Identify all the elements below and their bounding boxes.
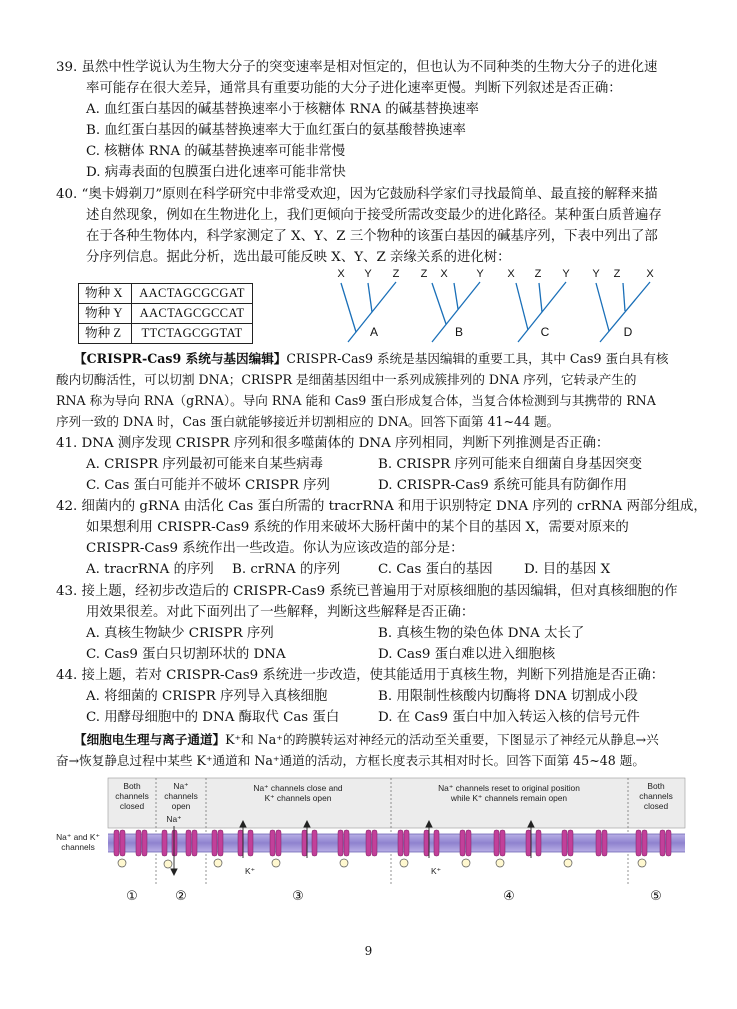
tree-d-tip-3: X [646, 268, 654, 280]
q42-option-b: B. crRNA 的序列 [232, 562, 341, 577]
crispr-intro-line4: 序列一致的 DNA 时，Cas 蛋白就能够接近并切割相应的 DNA。回答下面第 41~44 题。 [56, 414, 560, 429]
species-name: 物种 Y [79, 304, 132, 324]
species-sequence: AACTAGCGCCAT [132, 304, 253, 324]
species-sequence: AACTAGCGCGAT [132, 284, 253, 304]
panel4-line1: Na⁺ channels reset to original position [438, 783, 580, 793]
tree-c-tip-1: X [507, 268, 515, 280]
tree-b-tip-3: Y [476, 268, 484, 280]
species-sequence-table [78, 283, 253, 344]
panel2-line1: Na⁺ [173, 781, 189, 791]
q42-stem-line1: 42. 细菌内的 gRNA 由活化 Cas 蛋白所需的 tracrRNA 和用于识别特定 DNA 序列的 crRNA 两部分组成， [56, 499, 707, 514]
tree-d-tip-1: Y [592, 268, 600, 280]
neuro-intro-text: K⁺和 Na⁺的跨膜转运对神经元的活动至关重要，下图显示了神经元从静息→兴 [225, 732, 659, 747]
q39-stem-line1: 39. 虽然中性学说认为生物大分子的突变速率是相对恒定的，但也认为不同种类的生物大分子的进化速 [56, 60, 658, 75]
stage-number-1: ① [126, 888, 138, 903]
q44-option-d: D. 在 Cas9 蛋白中加入转运入核的信号元件 [378, 710, 640, 725]
panel3-line1: Na⁺ channels close and [253, 783, 343, 793]
crispr-intro-text: CRISPR-Cas9 系统是基因编辑的重要工具，其中 Cas9 蛋白具有核 [286, 351, 669, 366]
panel1-line1: Both [123, 781, 141, 791]
table-row [79, 284, 253, 304]
q39-stem-line2: 率可能存在很大差异，通常具有重要功能的大分子进化速率更慢。判断下列叙述是否正确： [86, 81, 622, 96]
q43-option-b: B. 真核生物的染色体 DNA 太长了 [378, 626, 585, 641]
q43-stem-line2: 用效果很差。对此下面列出了一些解释，判断这些解释是否正确： [86, 605, 475, 620]
neuro-section-heading: 【细胞电生理与离子通道】 [74, 732, 226, 747]
panel5-line1: Both [647, 781, 665, 791]
stage-number-4: ④ [503, 888, 515, 903]
q41-option-a: A. CRISPR 序列最初可能来自某些病毒 [86, 457, 324, 472]
stage-number-5: ⑤ [650, 888, 662, 903]
species-name: 物种 X [79, 284, 132, 304]
q41-option-d: D. CRISPR-Cas9 系统可能具有防御作用 [378, 478, 627, 493]
q42-option-a: A. tracrRNA 的序列 [86, 562, 214, 577]
q40-stem-line4: 分序列信息。据此分析，选出最可能反映 X、Y、Z 亲缘关系的进化树： [86, 250, 511, 265]
q41-stem: 41. DNA 测序发现 CRISPR 序列和很多噬菌体的 DNA 序列相同，判断下列推测是否正确： [56, 436, 610, 451]
q39-option-d: D. 病毒表面的包膜蛋白进化速率可能非常快 [86, 165, 346, 180]
neuro-intro-line2: 奋→恢复静息过程中某些 K⁺通道和 Na⁺通道的活动，方框长度表示其相对时长。回答下面第 45~48 题。 [56, 753, 645, 768]
table-row [79, 324, 253, 344]
q43-option-a: A. 真核生物缺少 CRISPR 序列 [86, 626, 274, 641]
panel2-line3: open [171, 801, 191, 811]
page-number: 9 [364, 944, 373, 958]
q43-option-d: D. Cas9 蛋白难以进入细胞核 [378, 647, 556, 662]
crispr-section-heading: 【CRISPR-Cas9 系统与基因编辑】 [74, 351, 287, 366]
q41-option-b: B. CRISPR 序列可能来自细菌自身基因突变 [378, 457, 642, 472]
phylogenetic-trees [328, 266, 668, 346]
crispr-intro-line1 [74, 349, 668, 369]
q40-stem-line2: 述自然现象，例如在生物进化上，我们更倾向于接受所需改变最少的进化路径。某种蛋白质普遍存 [86, 208, 662, 223]
q42-stem-line2: 如果想利用 CRISPR-Cas9 系统的作用来破坏大肠杆菌中的某个目的基因 X，需要对原来的 [86, 520, 629, 535]
panel1-line3: closed [119, 801, 145, 811]
q42-option-c: C. Cas 蛋白的基因 [378, 562, 493, 577]
q42-option-d: D. 目的基因 X [524, 562, 611, 577]
side-label-line2: channels [61, 842, 95, 852]
panel2-line2: channels [164, 791, 198, 801]
stage-number-3: ③ [292, 888, 304, 903]
ion-channel-figure [56, 776, 686, 906]
q44-option-a: A. 将细菌的 CRISPR 序列导入真核细胞 [86, 689, 328, 704]
tree-c-tip-3: Y [562, 268, 570, 280]
panel5-line2: channels [639, 791, 673, 801]
tree-a-tip-1: X [337, 268, 345, 280]
neuro-intro-line1 [74, 730, 659, 750]
crispr-intro-line3: RNA 称为导向 RNA（gRNA）。导向 RNA 能和 Cas9 蛋白形成复合体，当复合体检测到与其携带的 RNA [56, 393, 656, 408]
tree-d-label: D [623, 325, 633, 339]
species-name: 物种 Z [79, 324, 132, 344]
stage-number-2: ② [175, 888, 187, 903]
tree-d-tip-2: Z [613, 268, 621, 280]
panel5-line3: closed [643, 801, 669, 811]
q39-option-b: B. 血红蛋白基因的碱基替换速率大于血红蛋白的氨基酸替换速率 [86, 123, 466, 138]
na-ion-label: Na⁺ [166, 814, 182, 824]
table-row [79, 304, 253, 324]
q40-stem-line1: 40. “奥卡姆剃刀”原则在科学研究中非常受欢迎，因为它鼓励科学家们寻找最简单、最直接的解释来描 [56, 187, 658, 202]
species-sequence: TTCTAGCGGTAT [132, 324, 253, 344]
panel1-line2: channels [115, 791, 149, 801]
q44-option-c: C. 用酵母细胞中的 DNA 酶取代 Cas 蛋白 [86, 710, 340, 725]
q39-option-a: A. 血红蛋白基因的碱基替换速率小于核糖体 RNA 的碱基替换速率 [86, 102, 479, 117]
tree-c-tip-2: Z [534, 268, 542, 280]
tree-b-label: B [454, 325, 464, 339]
tree-a-label: A [369, 325, 379, 339]
q44-option-b: B. 用限制性核酸内切酶将 DNA 切割成小段 [378, 689, 638, 704]
q44-stem: 44. 接上题，若对 CRISPR-Cas9 系统进一步改造，使其能适用于真核生物，判断下列措施是否正确： [56, 668, 665, 683]
k-ion-label-1: K⁺ [244, 866, 256, 876]
tree-b-tip-2: X [440, 268, 448, 280]
panel4-line2: while K⁺ channels remain open [450, 793, 568, 803]
q43-option-c: C. Cas9 蛋白只切割环状的 DNA [86, 647, 286, 662]
q39-option-c: C. 核糖体 RNA 的碱基替换速率可能非常慢 [86, 144, 346, 159]
q41-option-c: C. Cas 蛋白可能并不破坏 CRISPR 序列 [86, 478, 330, 493]
k-ion-label-2: K⁺ [430, 866, 442, 876]
tree-a-tip-3: Z [392, 268, 400, 280]
q42-stem-line3: CRISPR-Cas9 系统作出一些改造。你认为应该改造的部分是： [86, 541, 464, 556]
tree-c-label: C [540, 325, 550, 339]
crispr-intro-line2: 酸内切酶活性，可以切割 DNA；CRISPR 是细菌基因组中一系列成簇排列的 DNA 序列，它转录产生的 [56, 372, 637, 387]
tree-a-tip-2: Y [364, 268, 372, 280]
q40-stem-line3: 在于各种生物体内，科学家测定了 X、Y、Z 三个物种的该蛋白基因的碱基序列，下表中列出了部 [86, 229, 658, 244]
tree-b-tip-1: Z [420, 268, 428, 280]
side-label-line1: Na⁺ and K⁺ [56, 832, 100, 842]
panel3-line2: K⁺ channels open [264, 793, 332, 803]
q43-stem-line1: 43. 接上题，经初步改造后的 CRISPR-Cas9 系统已普遍用于对原核细胞的基因编辑，但对真核细胞的作 [56, 584, 678, 599]
